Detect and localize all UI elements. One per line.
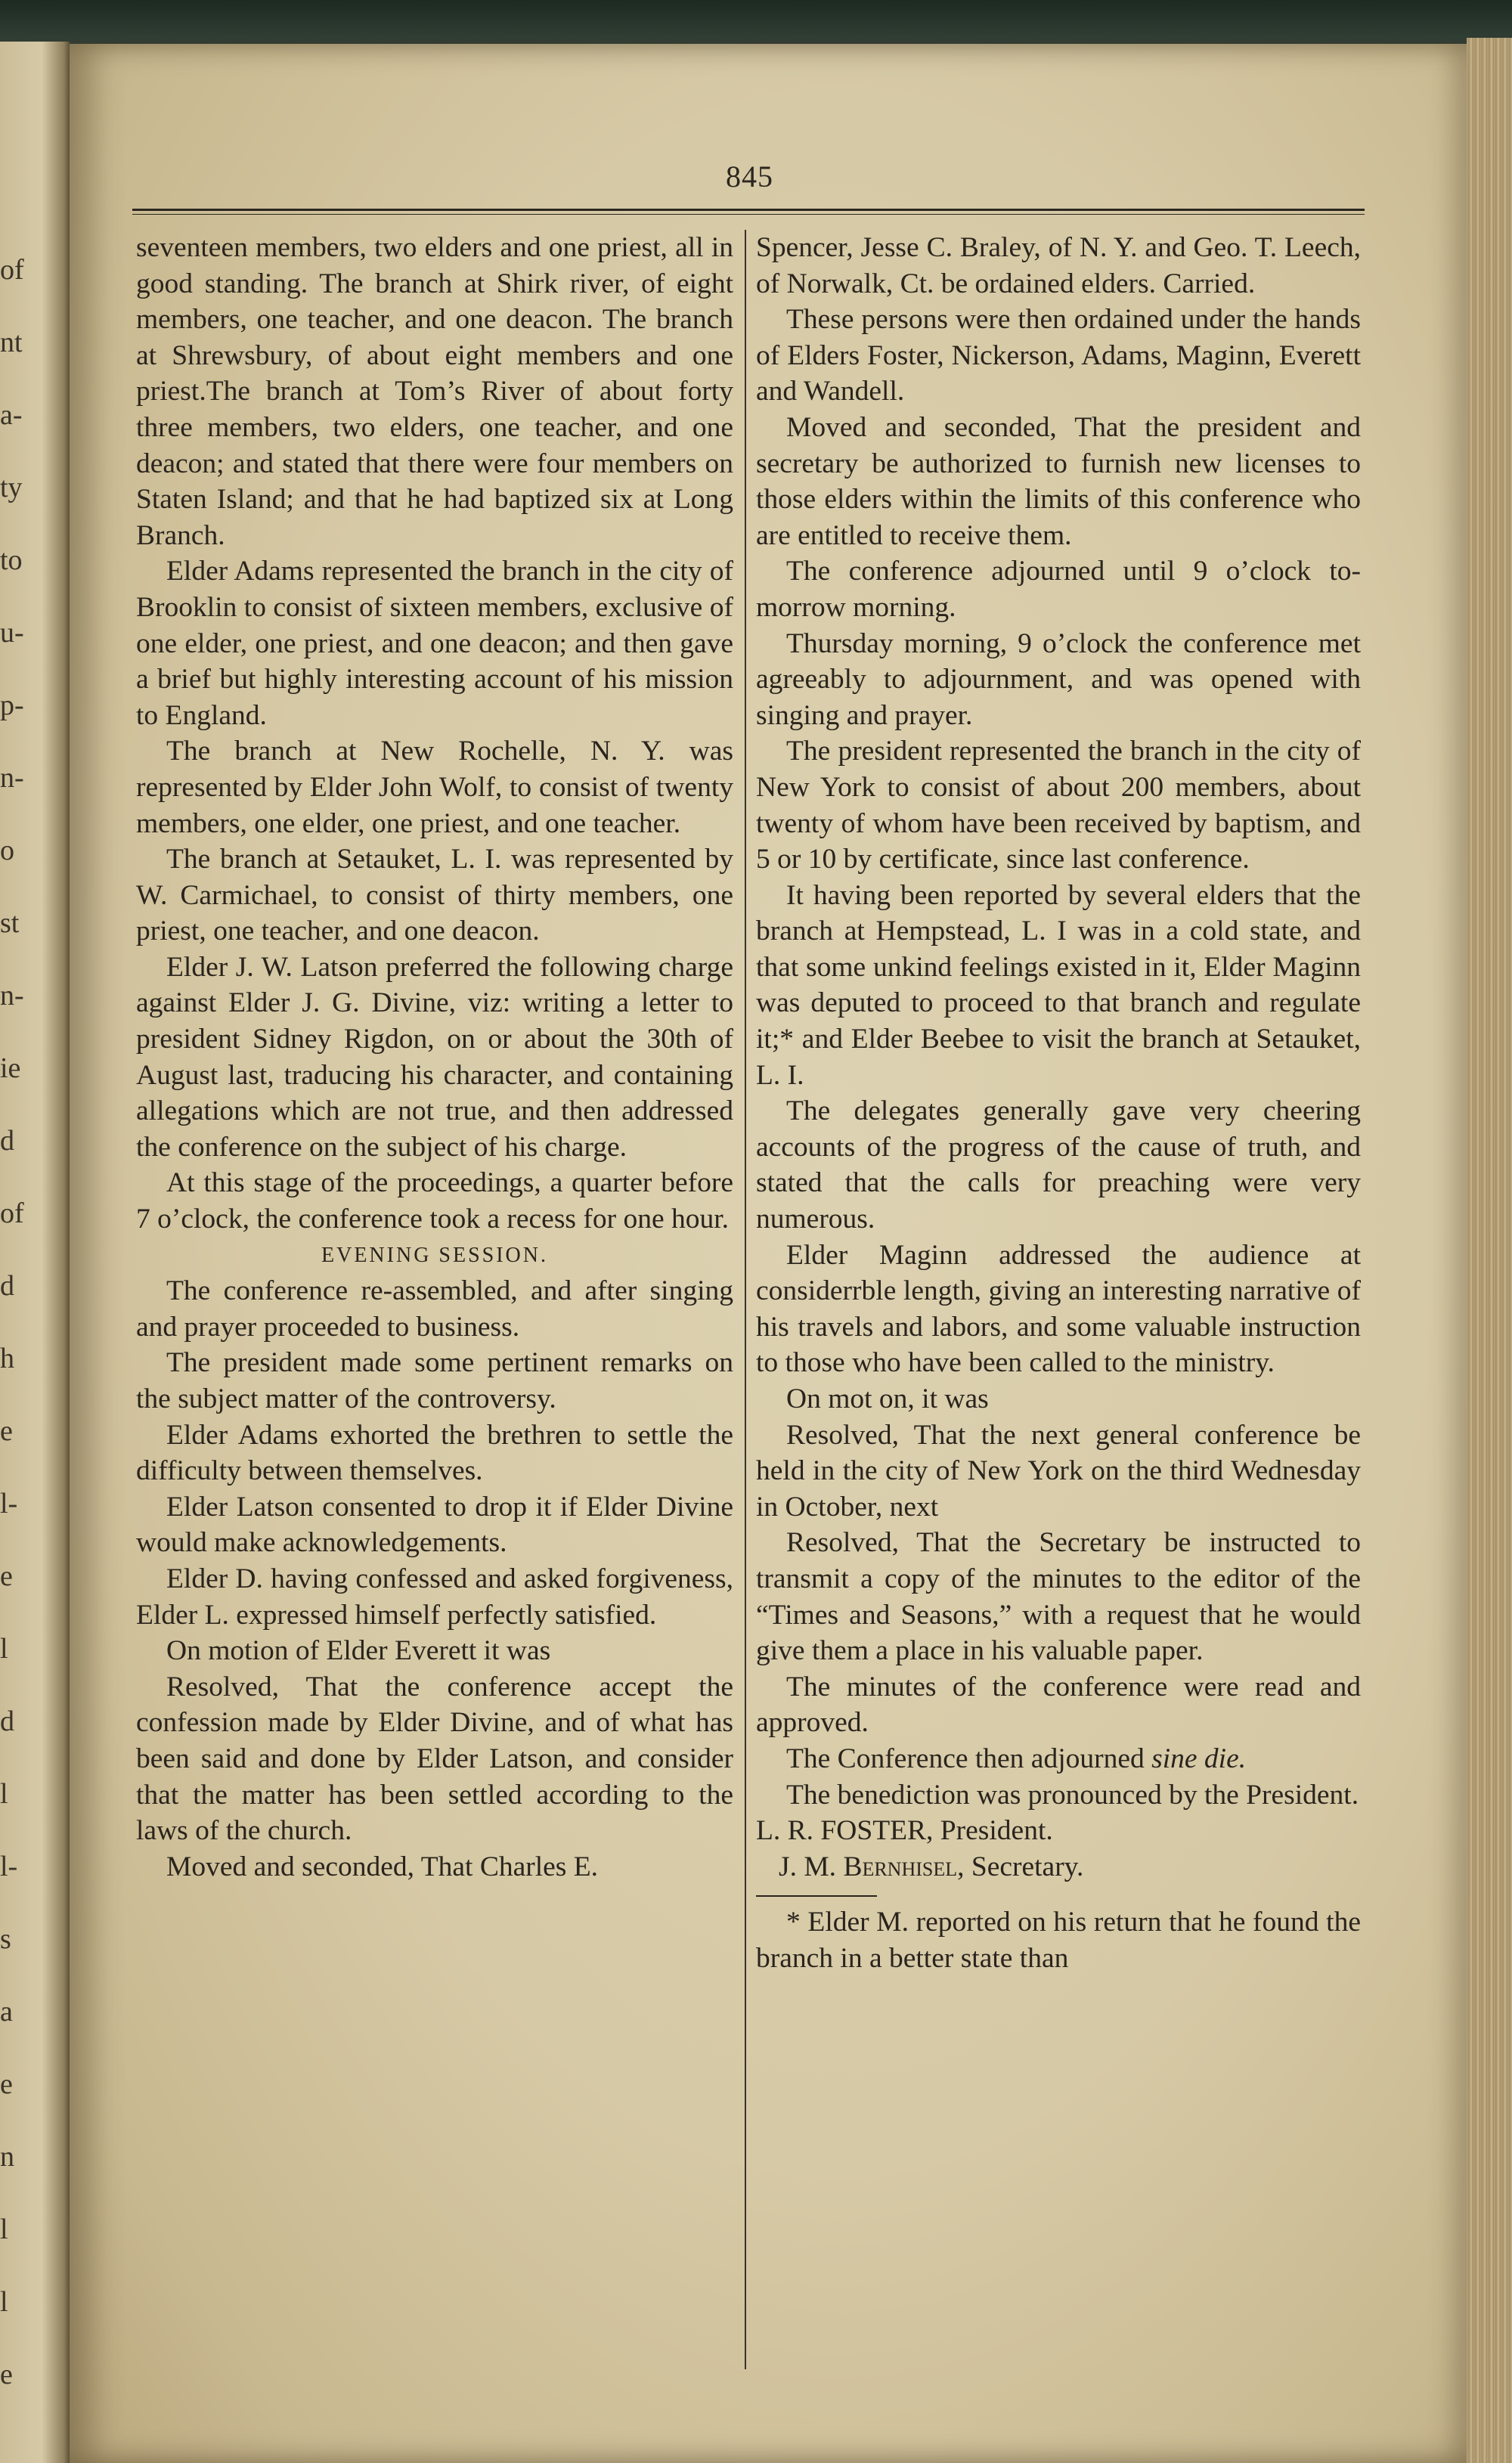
- secretary-initial: J. M.: [779, 1851, 844, 1882]
- paragraph: Elder Latson consented to drop it if Elder Divine would make acknowledgements.: [136, 1491, 733, 1559]
- paragraph: Moved and seconded, That the president and secretary be authorized to furnish new licenses to those elders within the limits of this conference who are entitled to receive them.: [756, 411, 1361, 551]
- left-column: [136, 230, 733, 1885]
- margin-fragment: n-: [0, 762, 24, 794]
- previous-page-edge: [0, 42, 70, 2463]
- paragraph: The delegates generally gave very cheering accounts of the progress of the cause of truth, and stated that the calls for preaching were very numerous.: [756, 1095, 1361, 1235]
- paragraph: Moved and seconded, That Charles E.: [166, 1851, 599, 1882]
- paragraph-text: The Conference then adjourned: [786, 1743, 1152, 1774]
- margin-fragment: nt: [0, 327, 23, 358]
- paragraph: It having been reported by several elders that the branch at Hempstead, L. I was in a cold state, and that some unkind feelings existed in it, Elder Maginn was deputed to proceed to that branch and regulate it;* and Elder Beebee to visit the branch at Setauket, L. I.: [756, 879, 1361, 1091]
- margin-fragment: n-: [0, 980, 24, 1012]
- margin-fragment: o: [0, 835, 14, 866]
- paragraph: The conference adjourned until 9 o’clock to-morrow morning.: [756, 556, 1361, 623]
- footnote: * Elder M. reported on his return that he found the branch in a better state than: [756, 1907, 1361, 1974]
- margin-fragment: l: [0, 2286, 8, 2318]
- paragraph: Elder Maginn addressed the audience at considerrble length, giving an interesting narrative of his travels and labors, and some valuable instruction to those who have been called to the ministry.: [756, 1239, 1361, 1379]
- paragraph: The minutes of the conference were read and approved.: [756, 1671, 1361, 1739]
- paragraph: Resolved, That the conference accept the confession made by Elder Divine, and of what has been said and done by Elder Latson, and consider that the matter has been settled according to the laws of the church.: [136, 1671, 733, 1847]
- paragraph: The branch at Setauket, L. I. was represented by W. Carmichael, to consist of thirty members, one priest, one teacher, and one deacon.: [136, 844, 733, 947]
- margin-fragment: l: [0, 1633, 8, 1665]
- president-title: President.: [940, 1815, 1053, 1847]
- margin-fragment: h: [0, 1343, 14, 1374]
- paragraph: The benediction was pronounced by the President.: [786, 1779, 1359, 1811]
- paragraph-italic-text: sine die.: [1151, 1743, 1247, 1774]
- margin-fragment: l: [0, 1778, 8, 1810]
- paragraph: Elder Adams exhorted the brethren to settle the difficulty between themselves.: [136, 1419, 733, 1487]
- margin-fragment: a-: [0, 399, 23, 431]
- margin-fragment: of: [0, 254, 24, 286]
- margin-fragment: of: [0, 1197, 24, 1229]
- paragraph: On mot on, it was: [786, 1383, 989, 1414]
- margin-fragment: l: [0, 2214, 8, 2245]
- president-name: L. R. FOSTER,: [756, 1815, 934, 1847]
- margin-fragment: u-: [0, 617, 24, 649]
- margin-fragment: a: [0, 1996, 13, 2028]
- column-divider: [745, 230, 746, 2369]
- paragraph: Thursday morning, 9 o’clock the conference met agreeably to adjournment, and was opened with singing and prayer.: [756, 627, 1361, 731]
- margin-fragment: e: [0, 1415, 13, 1447]
- signature-secretary: [756, 1849, 1361, 1885]
- paragraph: The president made some pertinent remarks on the subject matter of the controversy.: [136, 1347, 733, 1414]
- right-column: [756, 230, 1361, 1977]
- margin-fragment: st: [0, 907, 20, 939]
- paragraph: On motion of Elder Everett it was: [166, 1635, 551, 1667]
- signature-president: [756, 1813, 1361, 1849]
- paragraph: Resolved, That the next general conference be held in the city of New York on the third Wednesday in October, next: [756, 1419, 1361, 1523]
- paragraph: The branch at New Rochelle, N. Y. was represented by Elder John Wolf, to consist of twenty members, one elder, one priest, and one teacher.: [136, 736, 733, 839]
- margin-fragment: s: [0, 1923, 11, 1955]
- paragraph: [756, 1741, 1361, 1777]
- margin-fragment: l-: [0, 1488, 18, 1520]
- page-edges-right: [1467, 38, 1512, 2463]
- paragraph: At this stage of the proceedings, a quarter before 7 o’clock, the conference took a recess for one hour.: [136, 1167, 733, 1235]
- margin-fragment: l-: [0, 1851, 18, 1882]
- margin-fragment: e: [0, 1560, 13, 1592]
- paragraph: These persons were then ordained under the hands of Elders Foster, Nickerson, Adams, Maginn, Everett and Wandell.: [756, 304, 1361, 407]
- page-number: 845: [726, 160, 773, 194]
- margin-fragment: e: [0, 2068, 13, 2100]
- footnote-rule: [756, 1895, 877, 1897]
- secretary-surname: Bernhisel,: [843, 1851, 965, 1882]
- paragraph: Resolved, That the Secretary be instructed to transmit a copy of the minutes to the editor of the “Times and Seasons,” with a request that he would give them a place in his valuable paper.: [756, 1527, 1361, 1667]
- paragraph: Elder J. W. Latson preferred the following charge against Elder J. G. Divine, viz: writing a letter to president Sidney Rigdon, on or about the 30th of August last, traducing his character, and containing allegations which are not true, and then addressed the conference on the subject of his charge.: [136, 951, 733, 1163]
- section-heading: EVENING SESSION.: [321, 1243, 548, 1267]
- header-rule: [132, 209, 1365, 215]
- paragraph: Elder Adams represented the branch in the city of Brooklin to consist of sixteen members, exclusive of one elder, one priest, and one deacon; and then gave a brief but highly interesting account of his mission to England.: [136, 556, 733, 731]
- paragraph: The president represented the branch in the city of New York to consist of about 200 members, about twenty of whom have been received by baptism, and 5 or 10 by certificate, since last conference.: [756, 736, 1361, 875]
- margin-fragment: e: [0, 2359, 13, 2390]
- margin-fragment: ty: [0, 472, 23, 503]
- margin-fragment: ie: [0, 1052, 21, 1084]
- margin-fragment: p-: [0, 689, 24, 721]
- margin-fragment: to: [0, 544, 23, 576]
- margin-fragment: n: [0, 2141, 14, 2173]
- paragraph: Elder D. having confessed and asked forgiveness, Elder L. expressed himself perfectly satisfied.: [136, 1563, 733, 1631]
- margin-fragment: d: [0, 1270, 14, 1302]
- paragraph: Spencer, Jesse C. Braley, of N. Y. and Geo. T. Leech, of Norwalk, Ct. be ordained elders. Carried.: [756, 232, 1361, 299]
- margin-fragment: d: [0, 1706, 14, 1737]
- paragraph: The conference re-assembled, and after singing and prayer proceeded to business.: [136, 1275, 733, 1343]
- margin-fragment: d: [0, 1125, 14, 1157]
- secretary-title: Secretary.: [971, 1851, 1084, 1882]
- paragraph: seventeen members, two elders and one priest, all in good standing. The branch at Shirk river, of eight members, one teacher, and one deacon. The branch at Shrewsbury, of about eight members and one priest.The branch at Tom’s River of about forty three members, two elders, one teacher, and one deacon; and stated that there were four members on Staten Island; and that he had baptized six at Long Branch.: [136, 232, 733, 551]
